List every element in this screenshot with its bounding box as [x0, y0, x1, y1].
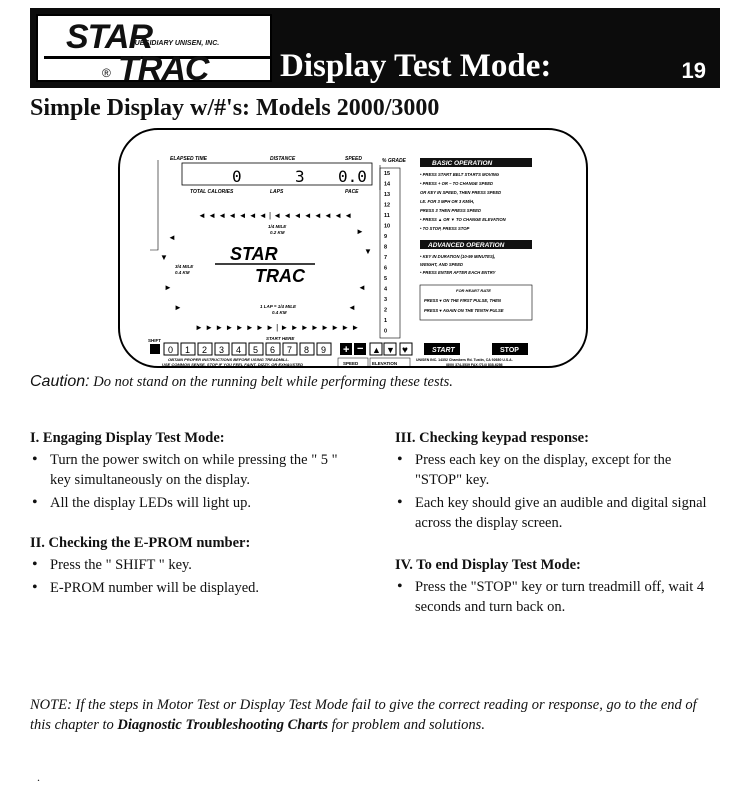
start-label: START	[432, 347, 455, 354]
number-key-label: 5	[253, 345, 259, 355]
svg-text:► ► ► ► ► ► ► ► | ► ► ► ► ► ►: ► ► ► ► ► ► ► ► | ► ► ► ► ► ► ► ►	[195, 323, 360, 332]
speed-label: SPEED	[343, 361, 359, 366]
note-part-2: for problem and solutions.	[327, 717, 485, 733]
star-trac-logo	[36, 14, 272, 88]
grade-tick-label: 9	[384, 234, 388, 240]
svg-text:−: −	[357, 343, 364, 355]
number-key-label: 6	[270, 345, 276, 355]
basic-operation-lines	[420, 172, 507, 231]
grade-tick-label: 3	[384, 297, 388, 303]
basic-operation-line: • TO STOP, PRESS STOP	[420, 226, 470, 231]
section-4-title: IV. To end Display Test Mode:	[395, 557, 581, 573]
label-three-quarter-mile: 3/4 MILE	[175, 264, 194, 269]
number-key-label: 4	[236, 345, 242, 355]
grade-tick-label: 10	[384, 223, 391, 230]
section-2-title: II. Checking the E-PROM number:	[30, 535, 251, 551]
label-distance: DISTANCE	[270, 156, 296, 162]
label-start-here: START HERE	[266, 336, 295, 341]
advanced-operation-title: ADVANCED OPERATION	[428, 242, 505, 249]
warning-line-1: OBTAIN PROPER INSTRUCTIONS BEFORE USING TREADMILL.	[168, 357, 290, 362]
svg-text:◄: ◄	[168, 233, 176, 242]
shift-key[interactable]	[150, 344, 160, 354]
grade-tick-label: 8	[384, 244, 388, 251]
section-1-item: • Turn the power switch on while pressing the " 5 " key simultaneously on the display.	[30, 450, 360, 490]
heart-rate-title: FOR HEART RATE	[456, 288, 491, 293]
grade-tick-label: 11	[384, 213, 390, 219]
note-part-1: NOTE: If the steps in Motor Test or Display Test Mode fail to give the correct reading or response, go to the end of this chapter to	[30, 697, 697, 733]
section-2-item: • Press the " SHIFT " key.	[30, 555, 360, 575]
label-laps: LAPS	[270, 189, 284, 195]
grade-tick-label: 0	[384, 328, 388, 335]
grade-tick-label: 1	[384, 318, 388, 324]
svg-text:►: ►	[164, 283, 172, 292]
basic-operation-line: • PRESS ▲ OR ▼ TO CHANGE ELEVATION	[420, 217, 506, 222]
logo-bottom-text: TRAC	[118, 50, 209, 88]
advanced-operation-line: • PRESS ENTER AFTER EACH ENTRY	[420, 270, 496, 275]
grade-tick-label: 6	[384, 265, 388, 272]
console-logo-bottom: TRAC	[255, 266, 305, 286]
elevation-label: ELEVATION	[372, 361, 398, 366]
caution-text	[30, 373, 453, 391]
section-2-item: • E-PROM number will be displayed.	[30, 578, 360, 598]
svg-text:►: ►	[356, 227, 364, 236]
logo-top-text: STAR	[66, 18, 153, 56]
advanced-operation-line: • KEY IN DURATION (10-99 MINUTES),	[420, 254, 496, 259]
basic-operation-title: BASIC OPERATION	[432, 160, 493, 167]
section-eprom	[30, 533, 360, 601]
number-key-label: 9	[321, 345, 327, 355]
warning-line-2: USE COMMON SENSE. STOP IF YOU FEEL FAINT, DIZZY, OR EXHAUSTED	[162, 362, 303, 367]
stop-label: STOP	[500, 347, 519, 354]
svg-text:►: ►	[174, 303, 182, 312]
maker-line-1: UNISEN INC. 14352 Chambers Rd. Tustin, CA 92680 U.S.A.	[416, 358, 513, 362]
section-4-item: • Press the "STOP" key or turn treadmill off, wait 4 seconds and turn back on.	[395, 577, 715, 617]
label-speed: SPEED	[345, 156, 362, 162]
console-drawing	[120, 130, 590, 370]
label-grade: % GRADE	[382, 158, 406, 164]
label-lap-km: 0.4 KM	[272, 310, 287, 315]
page-title: Display Test Mode:	[280, 48, 552, 84]
basic-operation-line: OR KEY IN SPEED, THEN PRESS SPEED	[420, 190, 502, 195]
heart-rate-line: PRESS ♥ ON THE FIRST PULSE, THEN	[424, 298, 501, 303]
section-subtitle: Simple Display w/#'s: Models 2000/3000	[30, 95, 440, 121]
svg-text:+: +	[343, 344, 350, 356]
note-bold: Diagnostic Troubleshooting Charts	[117, 717, 328, 733]
label-elapsed-time: ELAPSED TIME	[170, 156, 207, 162]
maker-line-2: (800) 374-3539 FAX (714) 838-6286	[446, 363, 503, 367]
heart-rate-lines	[424, 298, 504, 313]
advanced-operation-lines	[420, 254, 497, 275]
svg-text:◄ ◄ ◄ ◄ ◄ ◄ ◄ | ◄ ◄ ◄ ◄ ◄ ◄ ◄: ◄ ◄ ◄ ◄ ◄ ◄ ◄ | ◄ ◄ ◄ ◄ ◄ ◄ ◄ ◄	[198, 211, 353, 220]
footer-mark: .	[37, 770, 40, 784]
section-1-title: I. Engaging Display Test Mode:	[30, 430, 225, 446]
readout-time: 0	[232, 167, 242, 186]
grade-tick-label: 4	[384, 286, 388, 293]
basic-operation-line: I.E. FOR 3 MPH OR 3 KM/H,	[420, 199, 475, 204]
numeric-keypad	[164, 343, 331, 355]
number-key-label: 2	[202, 345, 208, 355]
section-3-item: • Each key should give an audible and digital signal across the display screen.	[395, 493, 715, 533]
readout-speed: 0.0	[338, 167, 367, 186]
number-key-label: 1	[185, 345, 191, 355]
grade-scale	[384, 171, 391, 335]
section-3-item: • Press each key on the display, except for the "STOP" key.	[395, 450, 715, 490]
note-paragraph	[30, 695, 720, 735]
label-shift: SHIFT	[148, 338, 161, 343]
label-quarter-km: 0.2 KM	[270, 230, 285, 235]
grade-tick-label: 14	[384, 181, 391, 188]
basic-operation-line: PRESS 3 THEN PRESS SPEED	[420, 208, 481, 213]
readout-distance: 3	[295, 167, 305, 186]
label-pace: PACE	[345, 189, 359, 195]
number-key-label: 3	[219, 345, 225, 355]
grade-tick-label: 5	[384, 276, 388, 282]
console-illustration	[118, 128, 588, 368]
basic-operation-line: • PRESS + OR − TO CHANGE SPEED	[420, 181, 494, 186]
number-key-label: 7	[287, 345, 293, 355]
section-3-title: III. Checking keypad response:	[395, 430, 589, 446]
svg-text:▼: ▼	[160, 253, 168, 262]
section-end	[395, 555, 715, 620]
grade-tick-label: 2	[384, 307, 388, 314]
number-key-label: 0	[168, 345, 174, 355]
grade-tick-label: 12	[384, 202, 391, 209]
advanced-operation-line: WEIGHT, AND SPEED	[420, 262, 464, 267]
section-1-item: • All the display LEDs will light up.	[30, 493, 360, 513]
grade-tick-label: 7	[384, 255, 388, 261]
label-lap-def: 1 LAP = 1/4 MILE	[260, 304, 296, 309]
svg-text:▼: ▼	[364, 247, 372, 256]
header-band	[30, 8, 720, 88]
console-logo-top: STAR	[230, 244, 278, 264]
label-total-calories: TOTAL CALORIES	[190, 189, 234, 195]
grade-tick-label: 15	[384, 171, 391, 177]
label-three-quarter-km: 0.4 KM	[175, 270, 190, 275]
caution-body: Do not stand on the running belt while performing these tests.	[89, 374, 453, 390]
label-quarter-mile: 1/4 MILE	[268, 224, 287, 229]
page-number: 19	[681, 58, 706, 83]
logo-sub-text: SUBSIDIARY UNISEN, INC.	[130, 40, 220, 47]
number-key-label: 8	[304, 345, 310, 355]
basic-operation-line: • PRESS START BELT STARTS MOVING	[420, 172, 500, 177]
section-engaging	[30, 428, 360, 516]
caution-lead: Caution:	[30, 373, 90, 390]
svg-text:◄: ◄	[348, 303, 356, 312]
logo-registered-mark: ®	[102, 66, 111, 80]
svg-text:▲: ▲	[372, 345, 381, 355]
grade-tick-label: 13	[384, 192, 391, 198]
heart-rate-line: PRESS ♥ AGAIN ON THE TENTH PULSE	[424, 308, 504, 313]
svg-text:♥: ♥	[402, 345, 408, 356]
section-keypad	[395, 428, 715, 536]
svg-text:▼: ▼	[386, 345, 395, 355]
svg-text:◄: ◄	[358, 283, 366, 292]
